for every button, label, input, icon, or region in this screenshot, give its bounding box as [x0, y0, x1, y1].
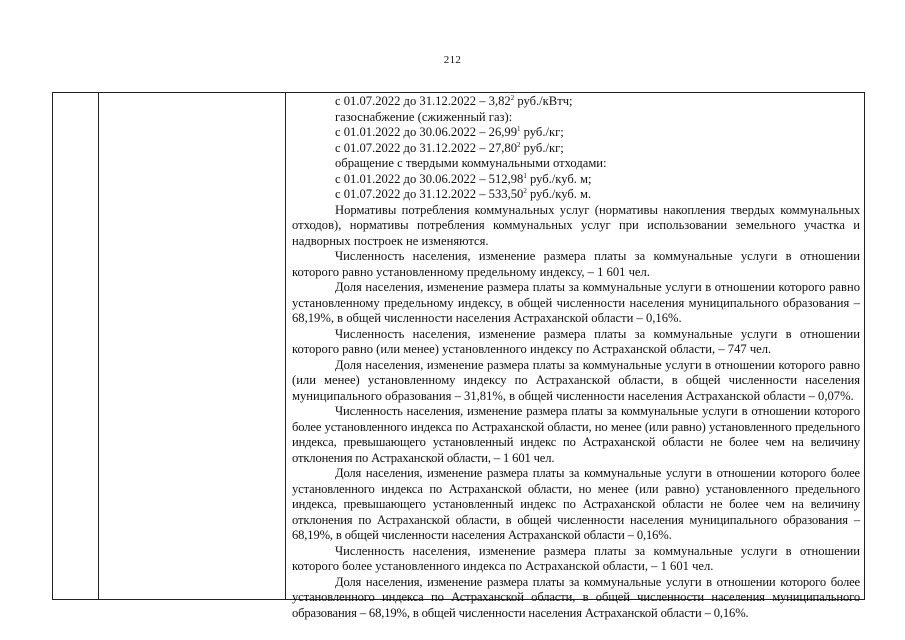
tariff-line: с 01.07.2022 до 31.12.2022 – 3,82$^2$ руб./кВтч;	[335, 94, 573, 108]
tariff-line: с 01.07.2022 до 31.12.2022 – 27,80$^2$ руб./кг;	[335, 140, 564, 155]
table-frame	[52, 92, 865, 620]
paragraph-share-below-index: Доля населения, изменение размера платы за коммунальные услуги в отношении которого равно (или менее) установленному индексу по Астраханской области, в общей численности населения муниципального образования – 31,81%, в общей численности населения Астраханской области – 0,07%.	[292, 357, 860, 403]
paragraph-population-above-index: Численность населения, изменение размера платы за коммунальные услуги в отношении которого более установленного индекса по Астраханской области, – 1 601 чел.	[292, 543, 860, 573]
table-column-divider	[98, 93, 99, 599]
tariff-heading: газоснабжение (сжиженный газ):	[335, 109, 513, 124]
table-content-cell	[292, 94, 860, 621]
tariff-line: с 01.01.2022 до 30.06.2022 – 26,99$^1$ руб./кг;	[335, 125, 564, 139]
tariff-heading: обращение с твердыми коммунальными отходами:	[335, 156, 607, 170]
paragraph-population-between: Численность населения, изменение размера платы за коммунальные услуги в отношении которого более установленного индекса по Астраханской области, но менее (или равно) установленного предельного индекса, превышающего установленный индекс по Астраханской области не более чем на величину отклонения по Астраханской области, – 1 601 чел.	[292, 404, 860, 465]
page-number: 212	[443, 54, 462, 66]
tariff-line: с 01.01.2022 до 30.06.2022 – 512,98$^1$ руб./куб. м;	[335, 171, 592, 186]
paragraph-share-above-index: Доля населения, изменение размера платы за коммунальные услуги в отношении которого более установленного индекса по Астраханской области, в общей численности населения муниципального образования – 68,19%, в общей численности населения Астраханской области – 0,16%.	[292, 574, 860, 620]
paragraph-share-limit: Доля населения, изменение размера платы за коммунальные услуги в отношении которого равно установленному предельному индексу, в общей численности населения муниципального образования – 68,19%, в общей численности населения Астраханской области – 0,16%.	[292, 280, 860, 325]
tariff-line: с 01.07.2022 до 31.12.2022 – 533,50$^2$ руб./куб. м.	[335, 187, 592, 201]
paragraph-norms: Нормативы потребления коммунальных услуг (нормативы накопления твердых коммунальных отходов), нормативы потребления коммунальных услуг при использовании земельного участка и надворных построек не изменяются.	[292, 202, 860, 248]
paragraph-population-limit: Численность населения, изменение размера платы за коммунальные услуги в отношении которого равно установленному предельному индексу, – 1 601 чел.	[292, 249, 860, 279]
table-column-divider	[285, 93, 286, 599]
paragraph-share-between: Доля населения, изменение размера платы за коммунальные услуги в отношении которого более установленного индекса по Астраханской области, но менее (или равно) установленного предельного индекса, превышающего установленный индекс по Астраханской области не более чем на величину отклонения по Астраханской области, в общей численности населения муниципального образования – 68,19%, в общей численности населения Астраханской области – 0,16%.	[292, 466, 860, 542]
paragraph-population-below-index: Численность населения, изменение размера платы за коммунальные услуги в отношении которого равно (или менее) установленного индексу по Астраханской области, – 747 чел.	[292, 326, 860, 356]
